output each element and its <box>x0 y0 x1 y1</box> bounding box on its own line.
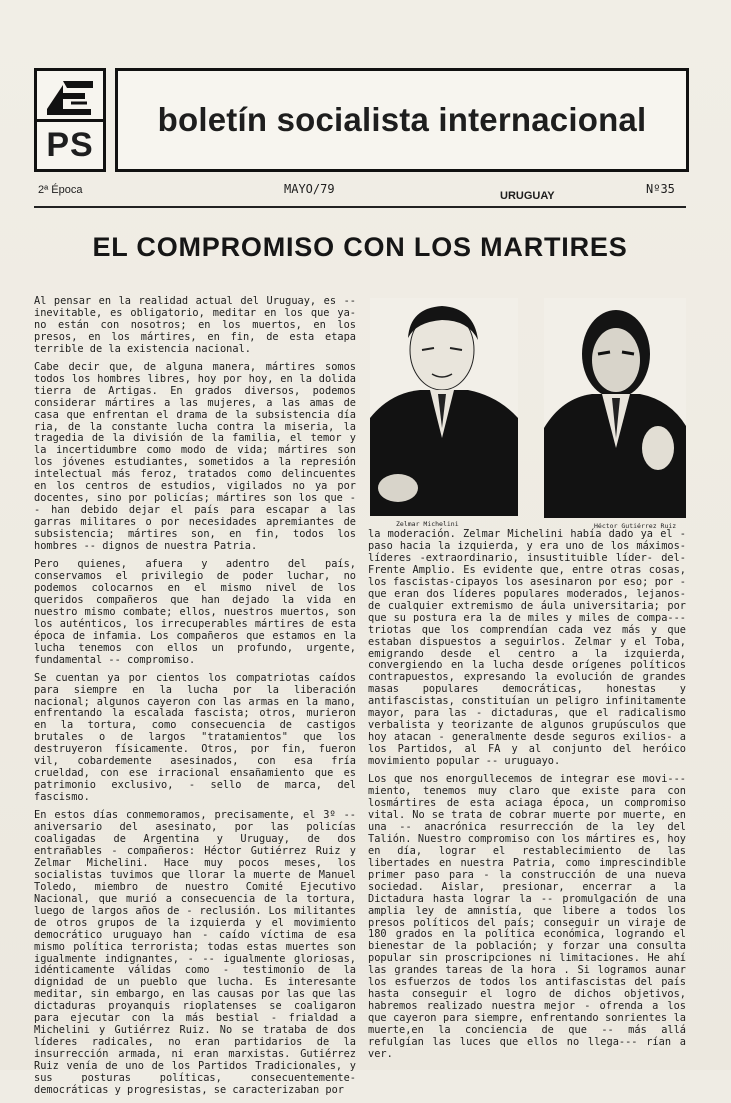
issue-country: URUGUAY <box>500 190 555 202</box>
photo-caption-left: Zelmar Michelini <box>396 520 459 528</box>
paragraph: Pero quienes, afuera y adentro del país, conservamos el privilegio de poder luchar, no podemos colocarnos en el mismo nivel de los queridos compañeros que han dejado la vida en nuestro mismo combate; ellos, nuestros muertos, son los auténticos, los irrecuperables mártires de esta época de infamia. Los compañeros que estamos en la lucha tenemos con ellos un profundo, urgente, fundamental -- compromiso. <box>34 558 356 666</box>
party-logo <box>34 68 106 172</box>
logo-emblem-icon <box>37 71 103 122</box>
paragraph: Se cuentan ya por cientos los compatriotas caídos para siempre en la lucha por la liberación nacional; algunos cayeron con las armas en la mano, enfrentando la escalada fascista; otros, murieron en la tortura, como consecuencia de castigos brutales o de largos "tratamientos" que los destruyeron físicamente. Otros, por fin, fueron vil, cobardemente asesinados, con esa fría crueldad, con ese irracional ensañamiento que es patrimonio exclusivo, - sello de marca, del fascismo. <box>34 671 356 804</box>
right-column <box>368 529 686 1067</box>
issue-date: MAYO/79 <box>284 182 335 196</box>
paragraph: la moderación. Zelmar Michelini había dado ya el - paso hacia la izquierda, y era uno de los máximos-líderes -extraordinario, insustituible líder- del-Frente Amplio. Es evidente que, entre otras cosas, los fascistas-cipayos los asesinaron por eso; por - que eran dos líderes populares moderados, lejanos-de cualquier extremismo de áula universitaria; por que su postura era la de miles y miles de compa--- triotas que los comprendían cada vez más y que estaban dispuestos a seguirlos. Zelmar y el Toba, emigrando desde el centro a la izquierda, convergiendo en la lucha desde orígenes políticos contrapuestos, expresando la evolución de grandes masas populares democráticas, honestas y antifascistas, constituían un peligro infinitamente mayor, para las - dictaduras, que el radicalismo verbalista y teorizante de algunos grupúsculos que hoy atacan - generalmente desde seguros exilios- a los Partidos, al FA y al conjunto del heróico movimiento popular -- uruguayo. <box>368 528 686 768</box>
logo-ps-text: PS <box>46 126 94 164</box>
photo-hector-gutierrez-ruiz <box>544 298 686 518</box>
paragraph: Los que nos enorgullecemos de integrar ese movi--- miento, tenemos muy claro que existe para con losmártires de esta aciaga época, un compromiso vital. No se trata de cobrar muerte por muerte, en una -- anacrónica resurrección de la ley del Talión. Nuestro compromiso con los mártires es, hoy en día, lograr el restablecimiento de las libertades en nuestra Patria, como imprescindible primer paso para - la construcción de una nueva sociedad. Aislar, presionar, encerrar a la Dictadura hasta lograr la -- promulgación de una amplia ley de amnistía, que libere a todos los presos políticos del país; conseguir un viraje de 180 grados en la política económica, logrando el bienestar de la población; y forzar una consulta popular sin proscripciones ni limitaciones. He ahí las grandes tareas de la hora . Si logramos aunar los esfuerzos de todos los antifascistas del país hasta conseguir el logro de dichos objetivos, habremos realizado nuestra mejor - ofrenda a los que cayeron para siempre, enfrentando sonrientes la muerte,en la conciencia de que -- más allá refulgían las luces que ellos no llega--- rían a ver. <box>368 773 686 1060</box>
left-column <box>34 296 356 1103</box>
paragraph: Cabe decir que, de alguna manera, mártires somos todos los hombres libres, hoy por hoy, en la dolida tierra de Artigas. En grados diversos, podemos considerar mártires a las mujeres, a las amas de casa que enfrentan el drama de la subsistencia día ria, de la constante lucha contra la miseria, la tragedia de la división de la familia, el temor y la incertidumbre como modo de vida; mártires son los jóvenes estudiantes, sometidos a la represión intelectual más feroz, tratados como delincuentes en los centros de estudios, vigilados no ya por docentes, sino por policías; mártires son los que -- han debido dejar el país para escapar a las garras militares o por necesidades apremiantes de subsistencia; mártires son, en fin, todos los hombres -- dignos de nuestra Patria. <box>34 360 356 553</box>
issue-number: Nº35 <box>646 182 675 196</box>
paragraph: En estos días conmemoramos, precisamente, el 3º -- aniversario del asesinato, por las policías coaligadas de Argentina y Uruguay, de dos entrañables - compañeros: Héctor Gutiérrez Ruiz y Zelmar Michelini. Hace muy pocos meses, los socialistas tuvimos que llorar la muerte de Manuel Toledo, miembro de nuestro Comité Ejecutivo Nacional, que murió a consecuencia de la tortura, luego de largos años de - reclusión. Los militantes de otros grupos de la izquierda y el movimiento democrático uruguayo han - caído víctima de esa mismo política terrorista; todas estas muertes son igualmente indignantes, - -- igualmente gloriosas, idénticamente válidas como - testimonio de la dignidad de un pueblo que lucha. Es interesante meditar, sin embargo, en las causas por las que las dictaduras proyanquis rioplatenses se coaligaron para ejecutar con la más bestial - frialdad a Michelini y Gutiérrez Ruiz. No se trataba de dos líderes radicales, no eran partidarios de la insurrección armada, ni eran marxistas. Gutiérrez Ruiz venía de uno de los Partidos Tradicionales, y sus posturas políticas, consecuentemente-democráticas y progresistas, se caracterizaban por <box>34 809 356 1096</box>
publication-title: boletín socialista internacional <box>157 101 647 138</box>
masthead <box>115 68 689 172</box>
header-divider <box>34 206 686 208</box>
photo-zelmar-michelini <box>370 298 518 516</box>
edition-epoch: 2ª Época <box>38 184 83 196</box>
article-headline: EL COMPROMISO CON LOS MARTIRES <box>92 232 628 262</box>
paragraph: Al pensar en la realidad actual del Uruguay, es --inevitable, es obligatorio, meditar en los que ya-no están con nosotros; en los muertos, en los presos, en los mártires, en fin, de esta etapa terrible de la existencia nacional. <box>34 295 356 355</box>
photo-caption-right: Héctor Gutiérrez Ruiz <box>594 522 677 530</box>
